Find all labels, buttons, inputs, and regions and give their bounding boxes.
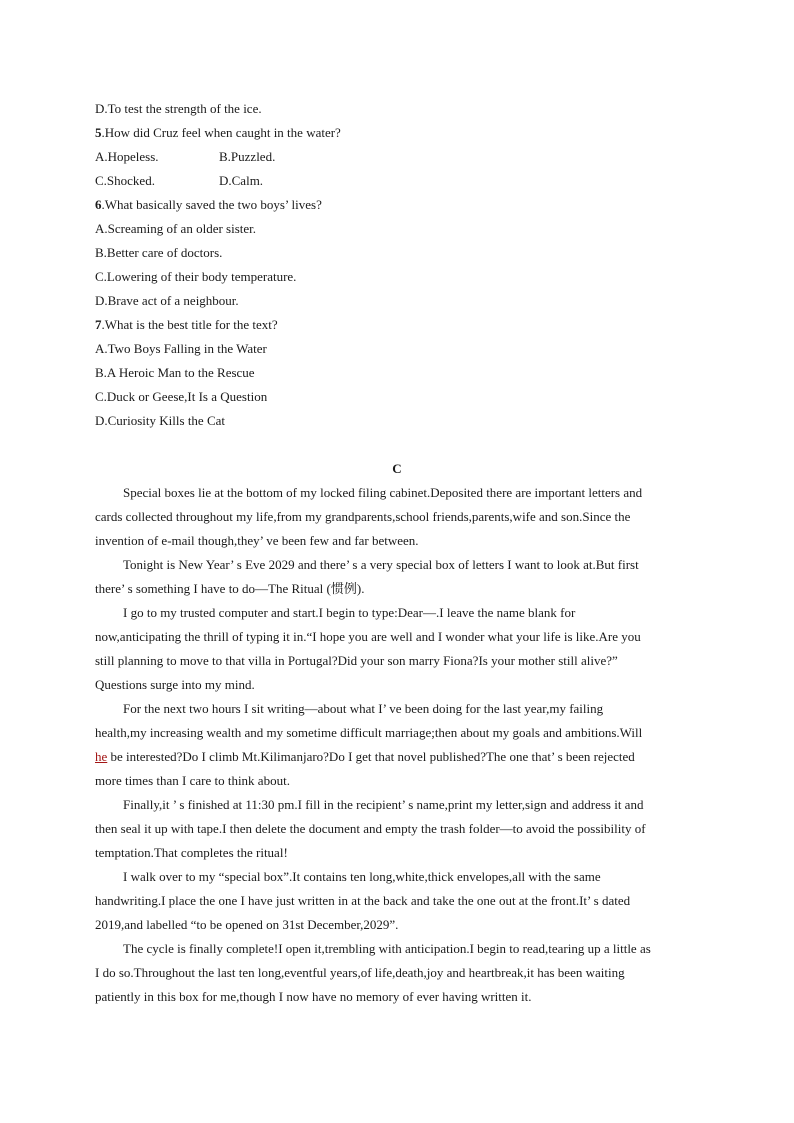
- paragraph-3: [95, 601, 699, 697]
- question-text: .What basically saved the two boys’ lives?: [101, 197, 322, 212]
- document-page: [95, 97, 699, 1009]
- q5-options-row-1: [95, 145, 699, 169]
- q7-option-a: A.Two Boys Falling in the Water: [95, 341, 267, 356]
- marked-word: he: [95, 749, 108, 764]
- q7-option-c: C.Duck or Geese,It Is a Question: [95, 389, 268, 404]
- paragraph-1: [95, 481, 699, 553]
- paragraph-line: temptation.That completes the ritual!: [95, 845, 288, 860]
- section-label: C: [392, 461, 402, 476]
- question-text: .How did Cruz feel when caught in the water?: [101, 125, 341, 140]
- paragraph-line: I walk over to my “special box”.It contains ten long,white,thick envelopes,all with the same: [123, 869, 601, 884]
- q5-option-c: C.Shocked.: [95, 173, 155, 188]
- paragraph-line: I do so.Throughout the last ten long,eventful years,of life,death,joy and heartbreak,it has been waiting: [95, 965, 625, 980]
- question-text: .What is the best title for the text?: [101, 317, 278, 332]
- paragraph-line: patiently in this box for me,though I now have no memory of ever having written it.: [95, 989, 532, 1004]
- question-5: [95, 121, 699, 145]
- paragraph-line: Finally,it ’ s finished at 11:30 pm.I fill in the recipient’ s name,print my letter,sign and address it and: [123, 797, 644, 812]
- paragraph-line: I go to my trusted computer and start.I begin to type:Dear—.I leave the name blank for: [123, 605, 576, 620]
- question-number: 7: [95, 317, 102, 332]
- paragraph-6: [95, 865, 699, 937]
- q6-option-c: C.Lowering of their body temperature.: [95, 269, 297, 284]
- question-number: 6: [95, 197, 102, 212]
- paragraph-line: invention of e-mail though,they’ ve been few and far between.: [95, 533, 419, 548]
- q5-options-row-2: [95, 169, 699, 193]
- paragraph-line: Tonight is New Year’ s Eve 2029 and there’ s a very special box of letters I want to look at.But first: [123, 557, 639, 572]
- paragraph-line: now,anticipating the thrill of typing it in.“I hope you are well and I wonder what your life is like.Are you: [95, 629, 641, 644]
- q6-option-b: B.Better care of doctors.: [95, 245, 223, 260]
- paragraph-2: [95, 553, 699, 601]
- q5-option-d: D.Calm.: [219, 173, 264, 188]
- paragraph-line: more times than I care to think about.: [95, 773, 290, 788]
- paragraph-5: [95, 793, 699, 865]
- question-6: [95, 193, 699, 217]
- question-7: [95, 313, 699, 337]
- q6-option-a: A.Screaming of an older sister.: [95, 221, 257, 236]
- paragraph-line: still planning to move to that villa in Portugal?Did your son marry Fiona?Is your mother still alive?”: [95, 653, 618, 668]
- paragraph-7: [95, 937, 699, 1009]
- q7-option-d: D.Curiosity Kills the Cat: [95, 413, 225, 428]
- paragraph-line: The cycle is finally complete!I open it,trembling with anticipation.I begin to read,tearing up a little as: [123, 941, 651, 956]
- paragraph-line: For the next two hours I sit writing—about what I’ ve been doing for the last year,my failing: [123, 701, 604, 716]
- paragraph-line: health,my increasing wealth and my sometime difficult marriage;then about my goals and ambitions.Will: [95, 725, 643, 740]
- paragraph-line: 2019,and labelled “to be opened on 31st December,2029”.: [95, 917, 399, 932]
- paragraph-line: Special boxes lie at the bottom of my locked filing cabinet.Deposited there are important letters and: [123, 485, 643, 500]
- q6-option-d: D.Brave act of a neighbour.: [95, 293, 239, 308]
- q5-option-a: A.Hopeless.: [95, 149, 159, 164]
- q4-option-d: D.To test the strength of the ice.: [95, 101, 262, 116]
- line-text: be interested?Do I climb Mt.Kilimanjaro?Do I get that novel published?The one that’ s been rejected: [107, 749, 635, 764]
- paragraph-line: there’ s something I have to do—The Ritual (惯例).: [95, 581, 365, 596]
- paragraph-4: [95, 697, 699, 793]
- question-number: 5: [95, 125, 102, 140]
- paragraph-line: then seal it up with tape.I then delete the document and empty the trash folder—to avoid the possibility of: [95, 821, 646, 836]
- paragraph-line: Questions surge into my mind.: [95, 677, 255, 692]
- paragraph-line: handwriting.I place the one I have just written in at the back and take the one out at the front.It’ s dated: [95, 893, 631, 908]
- paragraph-line: [95, 745, 699, 769]
- paragraph-line: cards collected throughout my life,from my grandparents,school friends,parents,wife and son.Since the: [95, 509, 631, 524]
- q5-option-b: B.Puzzled.: [219, 149, 276, 164]
- q7-option-b: B.A Heroic Man to the Rescue: [95, 365, 255, 380]
